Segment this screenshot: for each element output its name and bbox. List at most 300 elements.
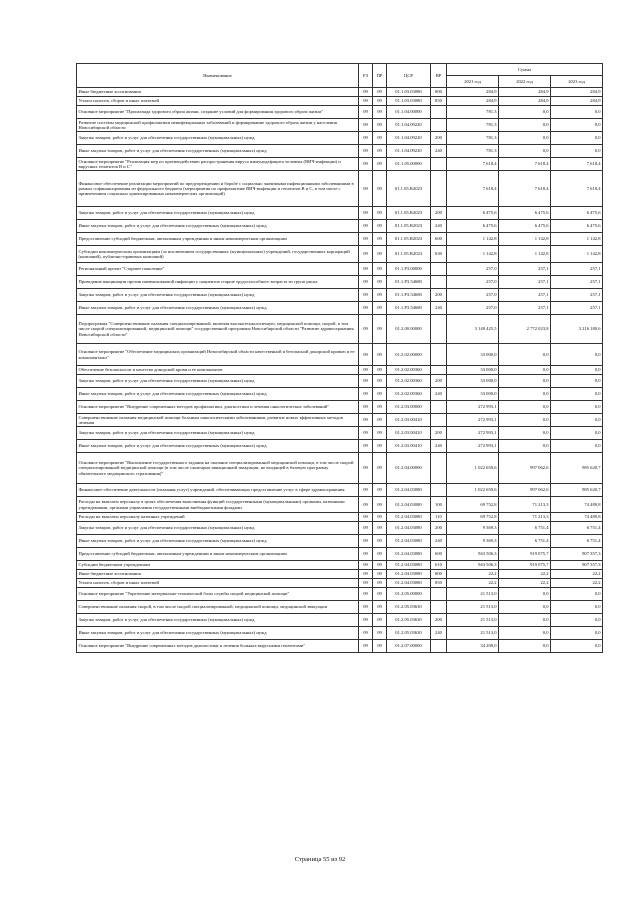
row-2022-cell: 257,1 xyxy=(499,276,551,289)
row-2023-cell: 907 357,3 xyxy=(551,548,603,561)
row-vr-cell: 240 xyxy=(431,220,447,233)
row-csr-cell: 01.2.03.00000 xyxy=(387,401,431,414)
row-vr-cell xyxy=(431,414,447,427)
row-2022-cell: 0,0 xyxy=(499,119,551,132)
row-2022-cell: 0,0 xyxy=(499,627,551,640)
row-vr-cell xyxy=(431,366,447,375)
table-row xyxy=(77,289,603,302)
row-pr-cell: 09 xyxy=(373,132,387,145)
row-name-cell: Иные закупки товаров, работ и услуг для обеспечения государственных (муниципальных) нужд xyxy=(77,440,359,453)
row-rz-cell: 09 xyxy=(359,522,373,535)
table-row xyxy=(77,246,603,263)
row-name-cell: Основное мероприятие "Обеспечение медицинских организаций Новосибирской области качественной и безопасной донорской кровью и ее компонентами" xyxy=(77,344,359,366)
row-pr-cell: 09 xyxy=(373,497,387,513)
table-row xyxy=(77,375,603,388)
row-2021-cell: 33 000,0 xyxy=(447,388,499,401)
row-2021-cell: 1 142,8 xyxy=(447,233,499,246)
table-row xyxy=(77,119,603,132)
row-csr-cell: 01.1.05.R2023 xyxy=(387,233,431,246)
table-row xyxy=(77,414,603,427)
row-rz-cell: 09 xyxy=(359,561,373,570)
row-name-cell: Уплата налогов, сборов и иных платежей xyxy=(77,579,359,588)
row-2022-cell: 1 142,8 xyxy=(499,233,551,246)
row-name-cell: Закупка товаров, работ и услуг для обеспечения государственных (муниципальных) нужд xyxy=(77,375,359,388)
row-rz-cell: 09 xyxy=(359,440,373,453)
row-name-cell: Проведение вакцинации против пневмококковой инфекции у пациентов старше трудоспособного возраста из групп риска xyxy=(77,276,359,289)
row-name-cell: Закупка товаров, работ и услуг для обеспечения государственных (муниципальных) нужд xyxy=(77,427,359,440)
row-vr-cell: 240 xyxy=(431,440,447,453)
budget-table-container xyxy=(76,63,602,653)
row-vr-cell xyxy=(431,315,447,344)
row-vr-cell: 100 xyxy=(431,497,447,513)
row-2023-cell: 0,0 xyxy=(551,640,603,653)
row-2021-cell: 781,3 xyxy=(447,145,499,158)
row-rz-cell: 09 xyxy=(359,276,373,289)
budget-table xyxy=(76,63,603,653)
row-pr-cell: 09 xyxy=(373,315,387,344)
table-row xyxy=(77,579,603,588)
row-2021-cell: 3 148 425,5 xyxy=(447,315,499,344)
row-name-cell: Основное мероприятие "Внедрение современных методов диагностики и лечения больных вирусными гепатитами" xyxy=(77,640,359,653)
row-pr-cell: 09 xyxy=(373,579,387,588)
row-csr-cell: 01.2.04.03080 xyxy=(387,522,431,535)
row-csr-cell: 01.2.05.03630 xyxy=(387,601,431,614)
row-2023-cell: 0,0 xyxy=(551,145,603,158)
row-2023-cell: 907 357,3 xyxy=(551,561,603,570)
row-2021-cell: 6 475,6 xyxy=(447,220,499,233)
row-rz-cell: 09 xyxy=(359,233,373,246)
row-2021-cell: 257,0 xyxy=(447,276,499,289)
row-csr-cell: 01.1.05.R2023 xyxy=(387,171,431,207)
row-name-cell: Совершенствование оказания медицинской помощи больным онкологическими заболеваниями, развитие новых эффективных методов лечения xyxy=(77,414,359,427)
row-2022-cell: 284,9 xyxy=(499,88,551,97)
row-pr-cell: 09 xyxy=(373,158,387,171)
row-2021-cell: 9 369,3 xyxy=(447,535,499,548)
row-rz-cell: 09 xyxy=(359,158,373,171)
row-rz-cell: 09 xyxy=(359,427,373,440)
row-vr-cell: 240 xyxy=(431,145,447,158)
row-2021-cell: 7 618,4 xyxy=(447,158,499,171)
row-2022-cell: 7 618,4 xyxy=(499,158,551,171)
row-pr-cell: 09 xyxy=(373,627,387,640)
row-csr-cell: 01.2.04.03080 xyxy=(387,561,431,570)
col-name-header: Наименование xyxy=(77,64,359,88)
row-rz-cell: 09 xyxy=(359,453,373,484)
row-2023-cell: 257,1 xyxy=(551,276,603,289)
table-row xyxy=(77,570,603,579)
row-2022-cell: 0,0 xyxy=(499,440,551,453)
row-vr-cell: 110 xyxy=(431,513,447,522)
row-2021-cell: 22,2 xyxy=(447,570,499,579)
table-row xyxy=(77,388,603,401)
row-pr-cell: 09 xyxy=(373,344,387,366)
table-row xyxy=(77,344,603,366)
row-rz-cell: 09 xyxy=(359,548,373,561)
row-csr-cell: 01.1.P3.54680 xyxy=(387,289,431,302)
row-2022-cell: 997 062,6 xyxy=(499,484,551,497)
row-2023-cell: 6 751,4 xyxy=(551,535,603,548)
row-name-cell: Обеспечение безопасности и качества донорской крови и ее компонентов xyxy=(77,366,359,375)
row-name-cell: Предоставление субсидий бюджетным, автономным учреждениям и иным некоммерческим организациям xyxy=(77,548,359,561)
row-2023-cell: 0,0 xyxy=(551,401,603,414)
row-2021-cell: 257,0 xyxy=(447,263,499,276)
row-csr-cell: 01.1.04.09220 xyxy=(387,119,431,132)
table-row xyxy=(77,97,603,106)
row-name-cell: Иные закупки товаров, работ и услуг для обеспечения государственных (муниципальных) нужд xyxy=(77,145,359,158)
row-name-cell: Расходы на выплаты персоналу казенных учреждений xyxy=(77,513,359,522)
row-csr-cell: 01.1.04.09220 xyxy=(387,145,431,158)
row-2023-cell: 0,0 xyxy=(551,366,603,375)
row-2023-cell: 22,2 xyxy=(551,570,603,579)
row-2023-cell: 0,0 xyxy=(551,106,603,119)
row-2022-cell: 71 213,3 xyxy=(499,497,551,513)
row-vr-cell: 240 xyxy=(431,535,447,548)
table-row xyxy=(77,601,603,614)
row-2021-cell: 69 752,8 xyxy=(447,497,499,513)
row-vr-cell: 200 xyxy=(431,614,447,627)
row-2022-cell: 257,1 xyxy=(499,302,551,315)
row-csr-cell: 01.1.P3.54680 xyxy=(387,302,431,315)
row-csr-cell: 01.2.04.03080 xyxy=(387,513,431,522)
row-csr-cell: 01.1.P3.54680 xyxy=(387,276,431,289)
row-pr-cell: 09 xyxy=(373,233,387,246)
row-name-cell: Основное мероприятие "Укрепление материально-технической базы службы скорой медицинской помощи" xyxy=(77,588,359,601)
row-rz-cell: 09 xyxy=(359,535,373,548)
row-2021-cell: 1 022 650,6 xyxy=(447,453,499,484)
row-2021-cell: 21 513,0 xyxy=(447,601,499,614)
row-pr-cell: 09 xyxy=(373,289,387,302)
table-row xyxy=(77,614,603,627)
row-pr-cell: 09 xyxy=(373,207,387,220)
row-rz-cell: 09 xyxy=(359,344,373,366)
row-2021-cell: 22,2 xyxy=(447,579,499,588)
row-csr-cell: 01.2.04.03080 xyxy=(387,497,431,513)
row-vr-cell xyxy=(431,640,447,653)
row-rz-cell: 09 xyxy=(359,375,373,388)
table-row xyxy=(77,315,603,344)
row-2021-cell: 33 000,0 xyxy=(447,366,499,375)
row-2022-cell: 997 062,6 xyxy=(499,453,551,484)
row-2023-cell: 3 216 180,6 xyxy=(551,315,603,344)
row-csr-cell: 01.2.05.00000 xyxy=(387,588,431,601)
row-pr-cell: 09 xyxy=(373,302,387,315)
row-vr-cell xyxy=(431,263,447,276)
row-2023-cell: 0,0 xyxy=(551,375,603,388)
row-vr-cell: 800 xyxy=(431,88,447,97)
row-2022-cell: 6 475,6 xyxy=(499,220,551,233)
row-pr-cell: 09 xyxy=(373,119,387,132)
table-row xyxy=(77,106,603,119)
table-row xyxy=(77,548,603,561)
row-vr-cell xyxy=(431,171,447,207)
row-2022-cell: 284,9 xyxy=(499,97,551,106)
row-2021-cell: 284,9 xyxy=(447,97,499,106)
row-2022-cell: 22,2 xyxy=(499,579,551,588)
row-2021-cell: 781,3 xyxy=(447,132,499,145)
row-vr-cell: 850 xyxy=(431,579,447,588)
row-pr-cell: 09 xyxy=(373,401,387,414)
row-2023-cell: 0,0 xyxy=(551,440,603,453)
row-name-cell: Иные бюджетные ассигнования xyxy=(77,88,359,97)
row-rz-cell: 09 xyxy=(359,497,373,513)
row-pr-cell: 09 xyxy=(373,246,387,263)
row-pr-cell: 09 xyxy=(373,388,387,401)
row-name-cell: Развитие системы медицинской профилактики неинфекционных заболеваний и формирование здорового образа жизни у населения Новосибирской области xyxy=(77,119,359,132)
row-vr-cell: 240 xyxy=(431,302,447,315)
row-2023-cell: 0,0 xyxy=(551,614,603,627)
row-vr-cell: 200 xyxy=(431,522,447,535)
row-pr-cell: 09 xyxy=(373,570,387,579)
row-vr-cell: 240 xyxy=(431,627,447,640)
table-row xyxy=(77,627,603,640)
table-row xyxy=(77,427,603,440)
row-2023-cell: 74 489,8 xyxy=(551,497,603,513)
row-rz-cell: 09 xyxy=(359,302,373,315)
row-csr-cell: 01.1.05.R2023 xyxy=(387,246,431,263)
row-2022-cell: 7 618,4 xyxy=(499,171,551,207)
row-2023-cell: 284,9 xyxy=(551,97,603,106)
row-2023-cell: 22,2 xyxy=(551,579,603,588)
row-rz-cell: 09 xyxy=(359,132,373,145)
table-row xyxy=(77,497,603,513)
table-row xyxy=(77,513,603,522)
row-csr-cell: 01.2.04.03080 xyxy=(387,535,431,548)
row-pr-cell: 09 xyxy=(373,522,387,535)
row-name-cell: Региональный проект "Старшее поколение" xyxy=(77,263,359,276)
row-csr-cell: 01.2.02.00000 xyxy=(387,344,431,366)
row-2023-cell: 6 475,6 xyxy=(551,220,603,233)
row-2021-cell: 33 000,0 xyxy=(447,344,499,366)
table-row xyxy=(77,263,603,276)
row-rz-cell: 09 xyxy=(359,414,373,427)
row-name-cell: Финансовое обеспечение реализации мероприятий по предупреждению и борьбе с социально значимыми инфекционными заболеваниями в рамках софинансирования из федерального бюджета (мероприятия по профилактике ВИЧ-инфекции и гепатитов В и С, в том числе с привлечением социально ориентированных некоммерческих организаций) xyxy=(77,171,359,207)
row-2023-cell: 257,1 xyxy=(551,289,603,302)
row-2022-cell: 0,0 xyxy=(499,344,551,366)
row-pr-cell: 09 xyxy=(373,106,387,119)
row-2022-cell: 2 772 023,8 xyxy=(499,315,551,344)
row-2023-cell: 0,0 xyxy=(551,588,603,601)
row-name-cell: Подпрограмма "Совершенствование оказания специализированной, включая высокотехнологичную, медицинской помощи, скорой, в том числе скорой специализированной, медицинской помощи" государственной программы Новосибирской области "Развитие здравоохранения Новосибирской области" xyxy=(77,315,359,344)
row-2023-cell: 1 142,8 xyxy=(551,246,603,263)
table-row xyxy=(77,401,603,414)
row-pr-cell: 09 xyxy=(373,263,387,276)
col-2022-header: 2022 год xyxy=(499,76,551,88)
table-row xyxy=(77,171,603,207)
row-2023-cell: 0,0 xyxy=(551,388,603,401)
table-row xyxy=(77,158,603,171)
row-2022-cell: 0,0 xyxy=(499,640,551,653)
row-2021-cell: 943 506,3 xyxy=(447,548,499,561)
row-name-cell: Субсидии бюджетным учреждениям xyxy=(77,561,359,570)
row-rz-cell: 09 xyxy=(359,106,373,119)
row-vr-cell xyxy=(431,588,447,601)
row-pr-cell: 09 xyxy=(373,440,387,453)
row-rz-cell: 09 xyxy=(359,570,373,579)
row-csr-cell: 01.2.07.00000 xyxy=(387,640,431,653)
row-name-cell: Иные бюджетные ассигнования xyxy=(77,570,359,579)
col-2021-header: 2021 год xyxy=(447,76,499,88)
table-row xyxy=(77,484,603,497)
row-2023-cell: 985 620,7 xyxy=(551,453,603,484)
row-2023-cell: 284,9 xyxy=(551,88,603,97)
row-pr-cell: 09 xyxy=(373,414,387,427)
col-2023-header: 2023 год xyxy=(551,76,603,88)
row-2023-cell: 6 751,4 xyxy=(551,522,603,535)
row-vr-cell: 610 xyxy=(431,561,447,570)
row-2021-cell: 7 618,4 xyxy=(447,171,499,207)
row-rz-cell: 09 xyxy=(359,627,373,640)
table-row xyxy=(77,145,603,158)
row-2023-cell: 0,0 xyxy=(551,344,603,366)
row-rz-cell: 09 xyxy=(359,97,373,106)
row-csr-cell: 01.1.05.R2023 xyxy=(387,207,431,220)
row-2021-cell: 272 993,1 xyxy=(447,401,499,414)
row-name-cell: Закупка товаров, работ и услуг для обеспечения государственных (муниципальных) нужд xyxy=(77,522,359,535)
table-row xyxy=(77,535,603,548)
row-2022-cell: 22,2 xyxy=(499,570,551,579)
row-rz-cell: 09 xyxy=(359,171,373,207)
table-row xyxy=(77,640,603,653)
row-rz-cell: 09 xyxy=(359,640,373,653)
row-csr-cell: 01.2.02.00360 xyxy=(387,366,431,375)
row-name-cell: Закупка товаров, работ и услуг для обеспечения государственных (муниципальных) нужд xyxy=(77,289,359,302)
row-2021-cell: 34 200,0 xyxy=(447,640,499,653)
row-2023-cell: 257,1 xyxy=(551,302,603,315)
row-name-cell: Иные закупки товаров, работ и услуг для обеспечения государственных (муниципальных) нужд xyxy=(77,220,359,233)
row-2023-cell: 1 142,8 xyxy=(551,233,603,246)
row-2021-cell: 257,0 xyxy=(447,302,499,315)
table-row xyxy=(77,561,603,570)
row-rz-cell: 09 xyxy=(359,246,373,263)
row-name-cell: Иные закупки товаров, работ и услуг для обеспечения государственных (муниципальных) нужд xyxy=(77,627,359,640)
table-row xyxy=(77,588,603,601)
row-csr-cell: 01.1.03.03080 xyxy=(387,88,431,97)
row-2022-cell: 0,0 xyxy=(499,145,551,158)
row-2023-cell: 257,1 xyxy=(551,263,603,276)
row-name-cell: Основное мероприятие "Выполнение государственного задания на оказание специализированной медицинской помощи, в том числе скорой специализированной медицинской помощи (в том числе санитарно-авиационной эвакуации, не входящей в базовую программу обязательного медицинского страхования)" xyxy=(77,453,359,484)
row-vr-cell: 600 xyxy=(431,233,447,246)
row-name-cell: Иные закупки товаров, работ и услуг для обеспечения государственных (муниципальных) нужд xyxy=(77,302,359,315)
row-2021-cell: 33 000,0 xyxy=(447,375,499,388)
row-vr-cell: 800 xyxy=(431,570,447,579)
row-rz-cell: 09 xyxy=(359,366,373,375)
row-2023-cell: 6 475,6 xyxy=(551,207,603,220)
row-vr-cell xyxy=(431,106,447,119)
row-vr-cell: 630 xyxy=(431,246,447,263)
row-2022-cell: 0,0 xyxy=(499,401,551,414)
row-vr-cell: 200 xyxy=(431,375,447,388)
table-row xyxy=(77,233,603,246)
row-csr-cell: 01.2.02.00360 xyxy=(387,375,431,388)
row-pr-cell: 09 xyxy=(373,601,387,614)
row-rz-cell: 09 xyxy=(359,614,373,627)
row-csr-cell: 01.2.04.03080 xyxy=(387,570,431,579)
row-2021-cell: 257,0 xyxy=(447,289,499,302)
row-csr-cell: 01.2.04.03080 xyxy=(387,579,431,588)
row-name-cell: Закупка товаров, работ и услуг для обеспечения государственных (муниципальных) нужд xyxy=(77,132,359,145)
row-2022-cell: 0,0 xyxy=(499,106,551,119)
row-vr-cell xyxy=(431,601,447,614)
row-vr-cell xyxy=(431,158,447,171)
row-pr-cell: 09 xyxy=(373,588,387,601)
table-row xyxy=(77,453,603,484)
row-2021-cell: 69 752,8 xyxy=(447,513,499,522)
row-2022-cell: 0,0 xyxy=(499,427,551,440)
row-2023-cell: 0,0 xyxy=(551,601,603,614)
row-csr-cell: 01.2.03.00410 xyxy=(387,414,431,427)
row-vr-cell: 200 xyxy=(431,427,447,440)
table-row xyxy=(77,207,603,220)
row-2022-cell: 0,0 xyxy=(499,588,551,601)
row-pr-cell: 09 xyxy=(373,171,387,207)
row-vr-cell xyxy=(431,119,447,132)
row-rz-cell: 09 xyxy=(359,315,373,344)
row-rz-cell: 09 xyxy=(359,601,373,614)
row-pr-cell: 09 xyxy=(373,640,387,653)
row-vr-cell: 200 xyxy=(431,207,447,220)
table-row xyxy=(77,440,603,453)
row-rz-cell: 09 xyxy=(359,88,373,97)
row-2022-cell: 0,0 xyxy=(499,388,551,401)
row-name-cell: Иные закупки товаров, работ и услуг для обеспечения государственных (муниципальных) нужд xyxy=(77,388,359,401)
col-pr-header: ПР xyxy=(373,64,387,88)
row-2022-cell: 919 075,7 xyxy=(499,548,551,561)
row-2022-cell: 1 142,8 xyxy=(499,246,551,263)
row-2021-cell: 1 022 650,6 xyxy=(447,484,499,497)
row-pr-cell: 09 xyxy=(373,535,387,548)
row-rz-cell: 09 xyxy=(359,207,373,220)
row-2023-cell: 0,0 xyxy=(551,427,603,440)
row-pr-cell: 09 xyxy=(373,561,387,570)
row-csr-cell: 01.2.04.03080 xyxy=(387,548,431,561)
row-vr-cell: 200 xyxy=(431,132,447,145)
row-csr-cell: 01.1.04.00000 xyxy=(387,106,431,119)
row-2023-cell: 7 618,4 xyxy=(551,171,603,207)
row-2023-cell: 74 489,8 xyxy=(551,513,603,522)
row-vr-cell: 850 xyxy=(431,97,447,106)
row-pr-cell: 09 xyxy=(373,375,387,388)
row-2022-cell: 71 213,3 xyxy=(499,513,551,522)
row-vr-cell xyxy=(431,484,447,497)
table-body xyxy=(77,88,603,653)
row-rz-cell: 09 xyxy=(359,588,373,601)
row-2023-cell: 985 620,7 xyxy=(551,484,603,497)
row-csr-cell: 01.2.00.00000 xyxy=(387,315,431,344)
row-name-cell: Субсидии некоммерческим организациям (за исключением государственных (муниципальных) учреждений, государственных корпораций (компаний), публично-правовых компаний) xyxy=(77,246,359,263)
row-pr-cell: 09 xyxy=(373,548,387,561)
row-2021-cell: 943 506,3 xyxy=(447,561,499,570)
row-rz-cell: 09 xyxy=(359,388,373,401)
row-csr-cell: 01.2.03.00410 xyxy=(387,427,431,440)
row-pr-cell: 09 xyxy=(373,427,387,440)
table-row xyxy=(77,366,603,375)
row-2023-cell: 0,0 xyxy=(551,627,603,640)
row-2022-cell: 257,1 xyxy=(499,263,551,276)
row-name-cell: Основное мероприятие "Пропаганда здорового образа жизни, создание условий для формирования здорового образа жизни" xyxy=(77,106,359,119)
row-2022-cell: 0,0 xyxy=(499,132,551,145)
row-vr-cell xyxy=(431,401,447,414)
row-2023-cell: 0,0 xyxy=(551,132,603,145)
row-name-cell: Предоставление субсидий бюджетным, автономным учреждениям и иным некоммерческим организациям xyxy=(77,233,359,246)
row-csr-cell: 01.2.02.00360 xyxy=(387,388,431,401)
row-2022-cell: 0,0 xyxy=(499,601,551,614)
table-row xyxy=(77,132,603,145)
row-2021-cell: 6 475,6 xyxy=(447,207,499,220)
row-name-cell: Совершенствование оказания скорой, в том числе скорой специализированной, медицинской помощи, медицинской эвакуации xyxy=(77,601,359,614)
row-rz-cell: 09 xyxy=(359,401,373,414)
row-pr-cell: 09 xyxy=(373,220,387,233)
row-csr-cell: 01.2.05.03630 xyxy=(387,627,431,640)
